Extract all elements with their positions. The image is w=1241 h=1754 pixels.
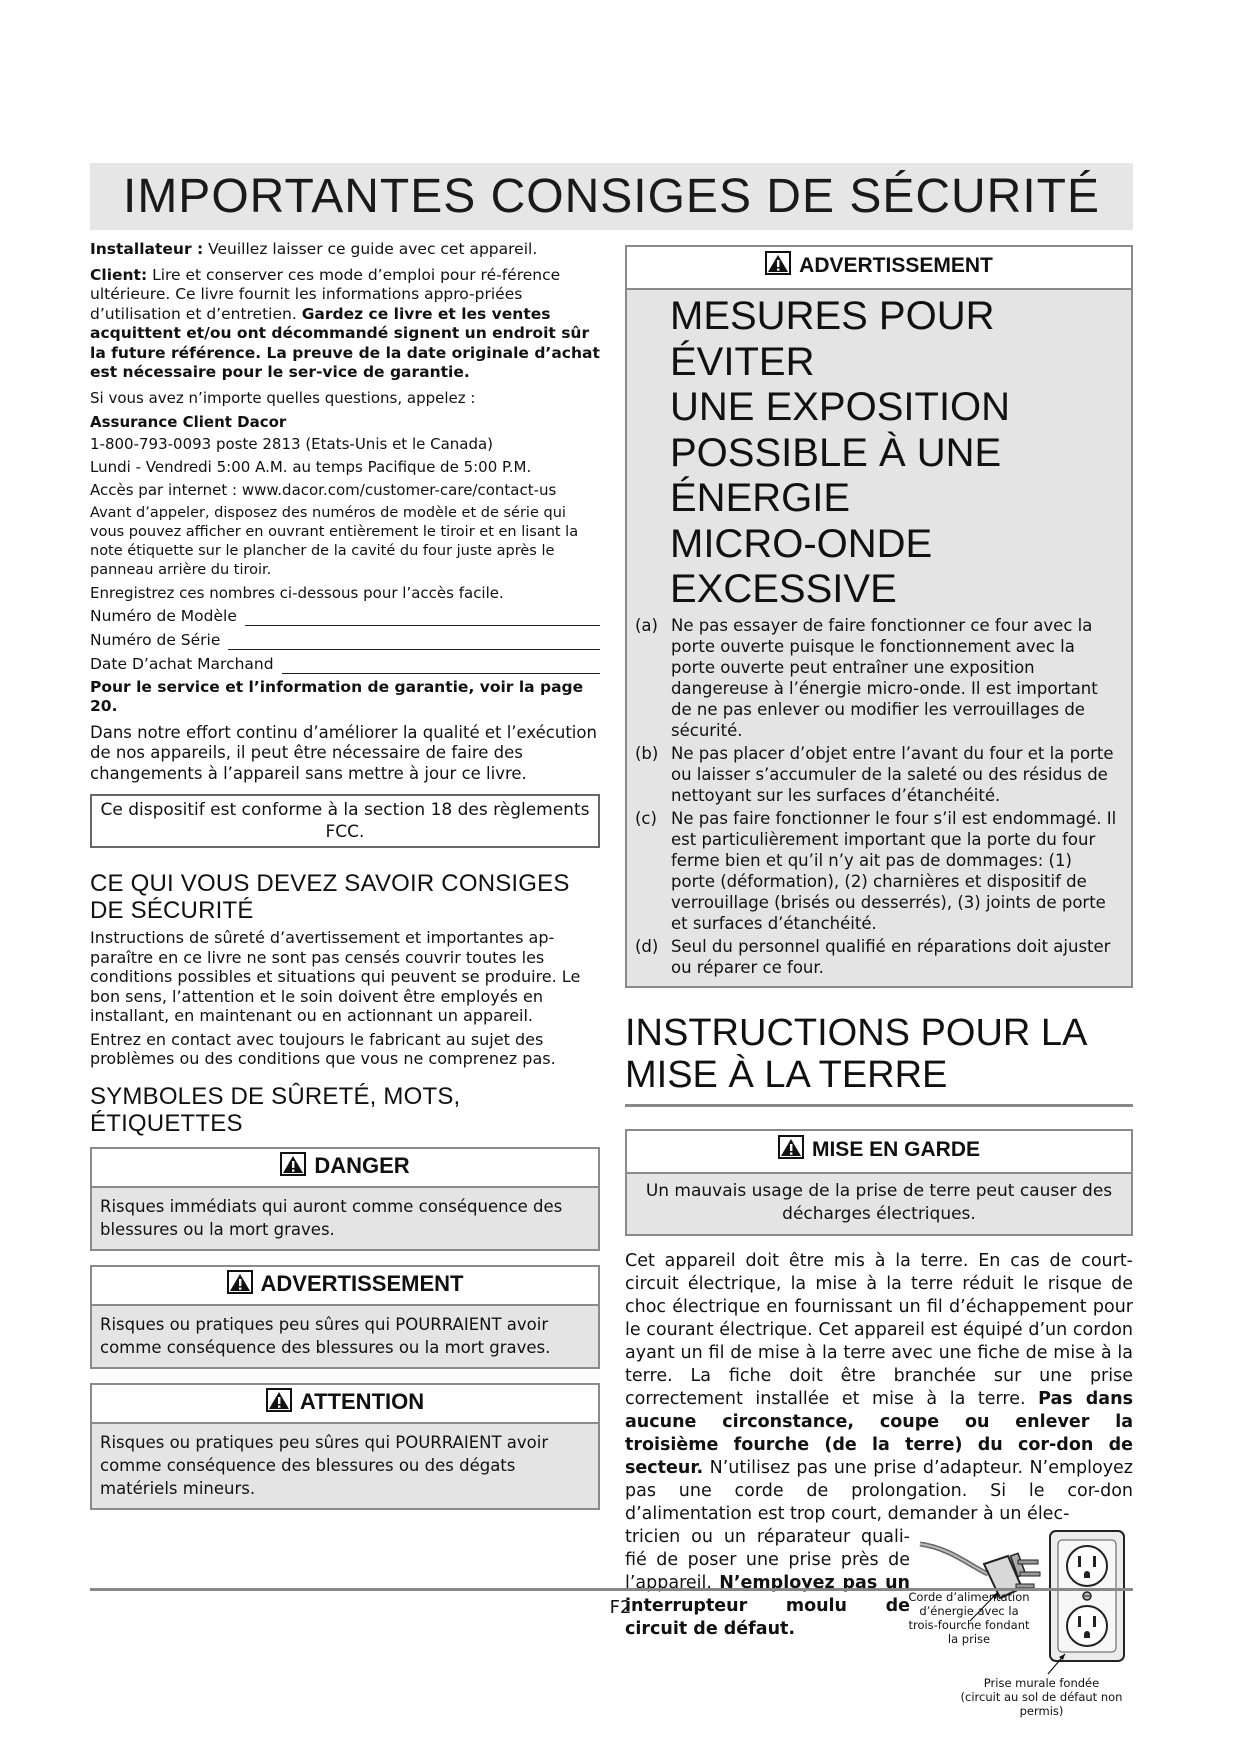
- register-text: Enregistrez ces nombres ci-dessous pour l’accès facile.: [90, 583, 504, 602]
- grounding-paragraph-3: tricien ou un réparateur quali-fié de poser une prise près de l’appareil.: [625, 1526, 910, 1593]
- caution-box: [625, 1129, 1133, 1236]
- know-paragraph-2: Entrez en contact avec toujours le fabricant au sujet des problèmes ou des conditions que vous ne comprenez pas.: [90, 1029, 556, 1068]
- before-call-text: Avant d’appeler, disposez des numéros de modèle et de série qui vous pouvez afficher en ouvrant entièrement le tiroir et en lisant la note étiquette sur le plancher de la cavité du four juste après le panneau arrière du tiroir.: [90, 504, 579, 578]
- purchase-date-label: Date D’achat Marchand: [90, 654, 274, 673]
- purchase-date-line: [282, 659, 600, 674]
- model-number-line: [245, 611, 600, 626]
- cord-caption: Corde d’alimentation d’énergie avec la trois-fourche fondant la prise: [908, 1589, 1030, 1646]
- model-number-field: [90, 606, 600, 626]
- danger-header: [92, 1149, 598, 1188]
- client-text: Lire et conserver ces mode d’emploi pour ré-férence ultérieure. Ce livre fournit les informations appro-priées d’utilisation et d’entretien.: [90, 265, 561, 323]
- page-number: F2: [609, 1597, 632, 1618]
- advertissement-header: [92, 1267, 598, 1306]
- grounding-heading: INSTRUCTIONS POUR LA MISE À LA TERRE: [625, 1011, 1086, 1096]
- service-note: Pour le service et l’information de garantie, voir la page 20.: [90, 677, 584, 715]
- warning-list: [627, 615, 1131, 986]
- list-item: [635, 615, 1121, 741]
- item-text: Ne pas faire fonctionner le four s’il est endommagé. Il est particulièrement important que la porte du four ferme bien et qu’il n’y ait pas de dommages: (1) porte (déformation), (2) charnières et dispositif de verrouillage (brisés ou desserrés), (3) joints de porte et surfaces d’étanchéité.: [671, 808, 1117, 933]
- installer-note: [90, 240, 600, 260]
- purchase-date-field: [90, 654, 600, 674]
- advertissement-text: Risques ou pratiques peu sûres qui POURRAIENT avoir comme conséquence des blessures ou la mort graves.: [100, 1314, 551, 1357]
- internet-link[interactable]: Accès par internet : www.dacor.com/customer-care/contact-us: [90, 480, 557, 499]
- item-text: Ne pas placer d’objet entre l’avant du four et la porte ou laisser s’accumuler de la saleté ou des résidus de nettoyant sur les surfaces d’étanchéité.: [671, 743, 1114, 805]
- heading-line: MESURES POUR ÉVITER: [670, 294, 995, 384]
- left-column: [90, 240, 600, 1510]
- grounding-rule: [625, 1104, 1133, 1107]
- page-title: IMPORTANTES CONSIGES DE SÉCURITÉ: [122, 170, 1101, 223]
- business-hours: Lundi - Vendredi 5:00 A.M. au temps Pacifique de 5:00 P.M.: [90, 457, 532, 476]
- attention-header: [92, 1385, 598, 1424]
- microwave-warning-box: [625, 245, 1133, 988]
- know-heading: CE QUI VOUS DEVEZ SAVOIR CONSIGES DE SÉCURITÉ: [90, 870, 570, 924]
- item-label: (d): [635, 936, 659, 956]
- grounding-tail: [625, 1526, 910, 1716]
- phone-number: 1-800-793-0093 poste 2813 (Etats-Unis et le Canada): [90, 434, 494, 453]
- item-label: (a): [635, 615, 658, 635]
- microwave-warning-title: ADVERTISSEMENT: [799, 254, 993, 277]
- right-column: [625, 245, 1133, 1716]
- list-item: [635, 743, 1121, 806]
- outlet-caption-line-1: Prise murale fondée: [983, 1675, 1100, 1690]
- footer-rule: [90, 1588, 1133, 1591]
- title-banner: [90, 163, 1133, 230]
- item-text: Ne pas essayer de faire fonctionner ce four avec la porte ouverte puisque le fonctionnement avec la porte ouverte peut entraîner une exposition dangereuse à l’énergie micro-onde. Il est important de ne pas enlever ou modifier les verrouillages de sécurité.: [671, 615, 1098, 740]
- client-note: [90, 266, 600, 383]
- warning-triangle-icon: [266, 1388, 292, 1422]
- danger-text: Risques immédiats qui auront comme conséquence des blessures ou la mort graves.: [100, 1196, 563, 1239]
- grounding-bold-2: N’employez pas un interrupteur moulu de circuit de défaut.: [625, 1572, 910, 1639]
- outlet-caption: [950, 1676, 1133, 1718]
- item-label: (b): [635, 743, 659, 763]
- advertissement-title: ADVERTISSEMENT: [260, 1270, 464, 1296]
- item-text: Seul du personnel qualifié en réparations doit ajuster ou réparer ce four.: [671, 936, 1111, 977]
- microwave-warning-header: [627, 247, 1131, 290]
- serial-number-line: [228, 635, 600, 650]
- warning-triangle-icon: [778, 1134, 804, 1172]
- grounding-paragraph-2: N’utilisez pas une prise d’adapteur. N’employez pas une corde de prolongation. Si le cor-don d’alimentation est trop court, demander à un élec-: [625, 1457, 1133, 1524]
- installer-text: Veuillez laisser ce guide avec cet appareil.: [203, 240, 538, 258]
- caution-text: Un mauvais usage de la prise de terre peut causer des décharges électriques.: [645, 1180, 1113, 1224]
- grounding-illustration: [910, 1526, 1133, 1716]
- serial-number-label: Numéro de Série: [90, 630, 221, 649]
- heading-line: POSSIBLE À UNE ÉNERGIE: [670, 430, 1002, 520]
- attention-text: Risques ou pratiques peu sûres qui POURRAIENT avoir comme conséquence des blessures ou des dégats matériels mineurs.: [100, 1432, 549, 1498]
- microwave-warning-heading: [627, 290, 1131, 615]
- symbols-heading: SYMBOLES DE SÛRETÉ, MOTS, ÉTIQUETTES: [90, 1082, 461, 1137]
- warning-triangle-icon: [227, 1270, 253, 1304]
- advertissement-box: [90, 1265, 600, 1369]
- attention-title: ATTENTION: [299, 1388, 425, 1414]
- fcc-notice-text: Ce dispositif est conforme à la section 18 des règlements FCC.: [100, 800, 590, 842]
- heading-line: MICRO-ONDE EXCESSIVE: [670, 521, 933, 611]
- installer-label: Installateur :: [90, 240, 204, 258]
- warning-triangle-icon: [280, 1152, 306, 1186]
- grounding-split: [625, 1526, 1133, 1716]
- attention-box: [90, 1383, 600, 1510]
- list-item: [635, 808, 1121, 934]
- heading-line: UNE EXPOSITION: [670, 385, 1011, 429]
- client-bold: Gardez ce livre et les ventes acquittent et/ou ont décommandé signent un endroit sûr la future référence. La preuve de la date originale d’achat est nécessaire pour le ser-vice de garantie.: [90, 304, 600, 381]
- effort-text: Dans notre effort continu d’améliorer la qualité et l’exécution de nos appareils, il peut être nécessaire de faire des changements à l’appareil sans mettre à jour ce livre.: [90, 722, 597, 783]
- client-label: Client:: [90, 265, 148, 284]
- model-number-label: Numéro de Modèle: [90, 606, 237, 625]
- list-item: [635, 936, 1121, 978]
- outlet-caption-line-2: (circuit au sol de défaut non permis): [960, 1689, 1123, 1718]
- serial-number-field: [90, 630, 600, 650]
- danger-box: [90, 1147, 600, 1251]
- know-paragraph-1: Instructions de sûreté d’avertissement et importantes ap-paraître en ce livre ne sont pas censés couvrir toutes les conditions possibles et situations qui peuvent se produire. Le bon sens, l’attention et le soin doivent être employés en installant, en maintenant ou en actionnant un appareil.: [90, 928, 581, 1025]
- warning-triangle-icon: [765, 250, 791, 288]
- grounding-bold-1: Pas dans aucune circonstance, coupe ou enlever la troisième fourche (de la terre) du cor-don de secteur.: [625, 1388, 1133, 1478]
- caution-header: [627, 1131, 1131, 1174]
- caution-title: MISE EN GARDE: [811, 1137, 981, 1161]
- fcc-notice-box: [90, 794, 600, 848]
- assurance-label: Assurance Client Dacor: [90, 412, 287, 431]
- grounding-text: [625, 1250, 1133, 1526]
- item-label: (c): [635, 808, 657, 828]
- danger-title: DANGER: [314, 1152, 410, 1178]
- questions-text: Si vous avez n’importe quelles questions, appelez :: [90, 388, 476, 407]
- grounding-paragraph-1: Cet appareil doit être mis à la terre. En cas de court-circuit électrique, la mise à la terre réduit le risque de choc électrique en fournissant un fil d’échappement pour le courant électrique. Cet appareil est équipé d’un cordon ayant un fil de mise à la terre avec une fiche de mise à la terre. La fiche doit être branchée sur une prise correctement installée et mise à la terre.: [625, 1250, 1133, 1409]
